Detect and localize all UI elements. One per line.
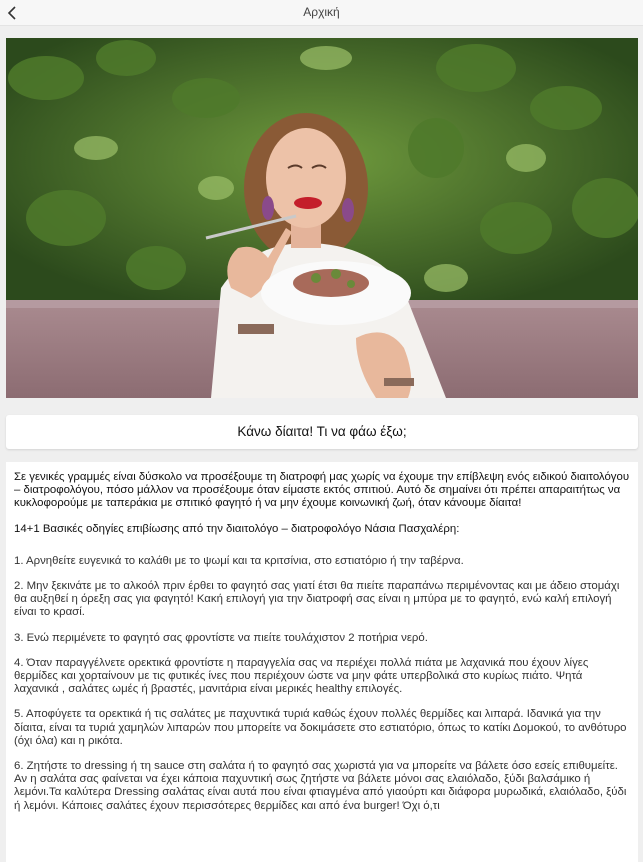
article-title: Κάνω δίαιτα! Τι να φάω έξω;	[237, 424, 407, 439]
nav-title: Αρχική	[303, 5, 340, 19]
article-hero-image	[6, 38, 638, 398]
woman-eating-salad-photo	[6, 38, 638, 398]
article-heading: 14+1 Βασικές οδηγίες επιβίωσης από την διαιτολόγο – διατροφολόγο Νάσια Πασχαλέρη:	[14, 522, 460, 535]
tip-paragraph: 2. Μην ξεκινάτε με το αλκοόλ πριν έρθει το φαγητό σας γιατί έτσι θα πιείτε παραπάνω περιμένοντας και με άδειο στομάχι θα αυξηθεί η όρεξη σας για φαγητό! Κακή επιλογή για την διατροφή σας είναι η μπύρα με το φαγητό, ενώ καλή επιλογή είναι το κρασί.	[14, 580, 620, 619]
tip-paragraph: 4. Όταν παραγγέλνετε ορεκτικά φροντίστε η παραγγελία σας να περιέχει πολλά πιάτα με λαχανικά που έχουν λίγες θερμίδες και χορταίνουν με τις φυτικές ίνες που περιέχουν ώστε να μην φάτε υπερβολικά στο κυρίως πιάτο. Ψητά λαχανικά , σαλάτες ωμές ή βραστές, μανιτάρια είναι μερικές healthy επιλογές.	[14, 656, 589, 696]
article-title-card	[6, 415, 638, 449]
tip-paragraph: 1. Αρνηθείτε ευγενικά το καλάθι με το ψωμί και τα κριτσίνια, στο εστιατόριο ή την ταβέρνα.	[14, 554, 464, 567]
tip-paragraph: 5. Αποφύγετε τα ορεκτικά ή τις σαλάτες με παχυντικά τυριά καθώς έχουν πολλές θερμίδες και λιπαρά. Ιδανικά για την δίαιτα, είναι τα τυριά χαμηλών λιπαρών που μπορείτε να δοκιμάσετε στο εστιατόριο, όπως το κατίκι Δομοκού, το ανθότυρο (όχι όλα) και η ρικότα.	[14, 708, 627, 747]
navigation-bar	[0, 0, 643, 26]
tip-paragraph: 3. Ενώ περιμένετε το φαγητό σας φροντίστε να πιείτε τουλάχιστον 2 ποτήρια νερό.	[14, 631, 428, 644]
article-intro: Σε γενικές γραμμές είναι δύσκολο να προσέξουμε τη διατροφή μας χωρίς να έχουμε την επίβλεψη ενός ειδικού διαιτολόγου – διατροφολόγου, πόσο μάλλον να προσέξουμε όταν είμαστε εκτός σπιτιού. Αυτό δε σημαίνει ότι πρέπει απαραιτήτως να κυκλοφορούμε με ταπεράκια με σπιτικό φαγητό ή να μην έχουμε κοινωνική ζωή, όταν κάνουμε δίαιτα!	[14, 471, 630, 510]
article-body	[6, 462, 638, 862]
tip-paragraph: 6. Ζητήστε το dressing ή τη sauce στη σαλάτα ή το φαγητό σας χωριστά για να μπορείτε να βάλετε όσο εσείς επιθυμείτε. Αν η σαλάτα σας φαίνεται να έχει κάποια παχυντική σως ζητήστε να βάλετε μόνοι σας ελαιόλαδο, ξύδι βαλσάμικο ή λεμόνι.Τα καλύτερα Dressing σαλάτας είναι αυτά που είναι φτιαγμένα από γιαούρτι και διάφορα μυρωδικά, ελαιόλαδο, ξύδι ή λεμόνι. Κάποιες σαλάτες έχουν περισσότερες θερμίδες και από ένα burger! Όχι ό,τι	[14, 760, 627, 812]
